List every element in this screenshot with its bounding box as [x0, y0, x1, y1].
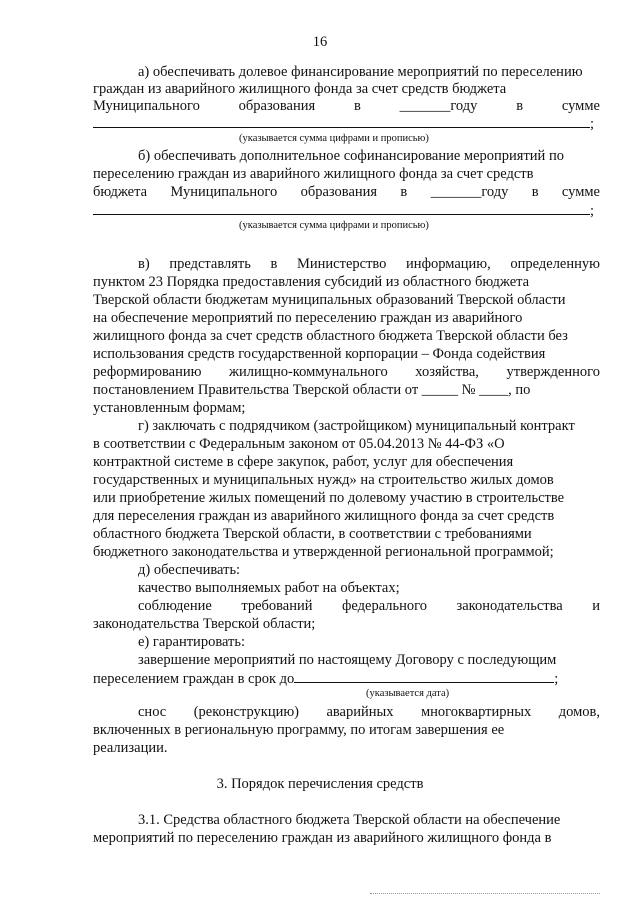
para-a-sum-line: ; — [93, 115, 600, 133]
caption-sum-a: (указывается сумма цифрами и прописью) — [239, 133, 429, 144]
para-a-line3: Муниципального образования в _______году в сумме — [93, 98, 600, 114]
para-g-line2: в соответствии с Федеральным законом от 05.04.2013 № 44-ФЗ «О — [93, 436, 505, 452]
para-g-line5: или приобретение жилых помещений по долевому участию в строительстве — [93, 490, 565, 506]
para-e-line6: реализации. — [93, 740, 168, 756]
para-g-line7: областного бюджета Тверской области, в соответствии с требованиями — [93, 526, 532, 542]
para-g-line3: контрактной системе в сфере закупок, работ, услуг для обеспечения — [93, 454, 514, 470]
para-b-line1: б) обеспечивать дополнительное софинансирование мероприятий по — [138, 148, 564, 164]
page-number: 16 — [312, 34, 328, 50]
section3-line1: 3.1. Средства областного бюджета Тверской области на обеспечение — [138, 812, 561, 828]
para-g-line8: бюджетного законодательства и утвержденной региональной программой; — [93, 544, 554, 560]
para-v-line1: в) представлять в Министерство информацию, определенную — [138, 256, 600, 272]
blank-underline — [93, 115, 590, 128]
para-g-line6: для переселения граждан из аварийного жилищного фонда за счет средств — [93, 508, 555, 524]
para-b-line3: бюджета Муниципального образования в _______году в сумме — [93, 184, 600, 200]
para-d-line3: соблюдение требований федерального законодательства и — [138, 598, 600, 614]
para-e-line2: завершение мероприятий по настоящему Договору с последующим — [138, 652, 557, 668]
para-d-line4: законодательства Тверской области; — [93, 616, 316, 632]
blank-underline — [294, 670, 554, 683]
para-d-line2: качество выполняемых работ на объектах; — [138, 580, 400, 596]
para-v-line2: пунктом 23 Порядка предоставления субсидий из областного бюджета — [93, 274, 530, 290]
para-a-line2: граждан из аварийного жилищного фонда за счет средств бюджета — [93, 81, 507, 97]
para-v-line9: установленным формам; — [93, 400, 246, 416]
para-e-line5: включенных в региональную программу, по итогам завершения ее — [93, 722, 505, 738]
para-g-line1: г) заключать с подрядчиком (застройщиком) муниципальный контракт — [138, 418, 575, 434]
para-e-line1: е) гарантировать: — [138, 634, 246, 650]
caption-sum-b: (указывается сумма цифрами и прописью) — [239, 220, 429, 231]
para-a-line1: а) обеспечивать долевое финансирование мероприятий по переселению — [138, 64, 583, 80]
caption-date: (указывается дата) — [366, 688, 450, 699]
section-heading: 3. Порядок перечисления средств — [216, 776, 424, 792]
para-g-line4: государственных и муниципальных нужд» на строительство жилых домов — [93, 472, 554, 488]
para-b-line2: переселению граждан из аварийного жилищного фонда за счет средств — [93, 166, 534, 182]
para-b-sum-line: ; — [93, 202, 600, 220]
para-v-line5: жилищного фонда за счет средств областного бюджета Тверской области без — [93, 328, 568, 344]
scan-margin-line — [370, 893, 600, 894]
section3-line2: мероприятий по переселению граждан из аварийного жилищного фонда в — [93, 830, 552, 846]
para-v-line6: использования средств государственной корпорации – Фонда содействия — [93, 346, 546, 362]
para-d-line1: д) обеспечивать: — [138, 562, 241, 578]
para-v-line3: Тверской области бюджетам муниципальных образований Тверской области — [93, 292, 566, 308]
para-e-line4: снос (реконструкцию) аварийных многоквартирных домов, — [138, 704, 600, 720]
para-e-line3: переселением граждан в срок до ; — [93, 671, 559, 687]
para-v-line8: постановлением Правительства Тверской области от _____ № ____, по — [93, 382, 531, 398]
blank-underline — [93, 202, 590, 215]
para-v-line4: на обеспечение мероприятий по переселению граждан из аварийного — [93, 310, 523, 326]
para-v-line7: реформированию жилищно-коммунального хозяйства, утвержденного — [93, 364, 600, 380]
